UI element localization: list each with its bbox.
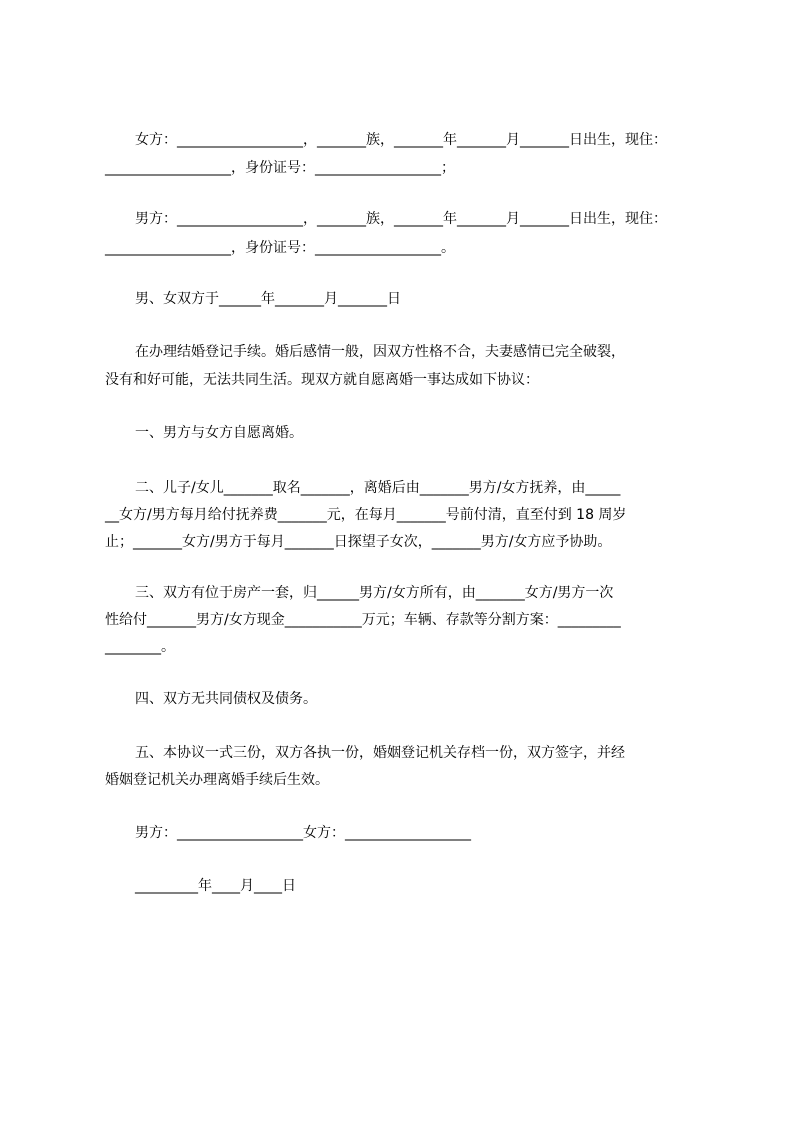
clause-3-line-2: 性给付_______男方/女方现金___________万元；车辆、存款等分割方案：_________ [105, 612, 621, 628]
clause-4: 四、双方无共同债权及债务。 [135, 691, 317, 707]
female-party-line-1: 女方：__________________，_______族，_______年_______月_______日出生，现住： [135, 132, 667, 148]
clause-3-line-3: ________。 [105, 639, 175, 655]
clause-2-line-2: __女方/男方每月给付抚养费_______元，在每月_______号前付清，直至付到 18 周岁 [105, 507, 627, 523]
male-party-line-1: 男方：__________________，_______族，_______年_______月_______日出生，现住： [135, 211, 667, 227]
male-party-line-2: __________________，身份证号：__________________。 [105, 240, 455, 256]
female-party-line-2: __________________，身份证号：__________________； [105, 160, 455, 176]
intro-line-1: 在办理结婚登记手续。婚后感情一般，因双方性格不合，夫妻感情已完全破裂， [135, 344, 625, 360]
clause-3-line-1: 三、双方有位于房产一套，归______男方/女方所有，由_______女方/男方一次 [135, 585, 614, 601]
signature-date: _________年____月____日 [135, 878, 296, 894]
marriage-date-line: 男、女双方于______年_______月_______日 [135, 291, 401, 307]
clause-1: 一、男方与女方自愿离婚。 [135, 425, 303, 441]
signature-line: 男方：__________________女方：__________________ [135, 825, 471, 841]
clause-5-line-2: 婚姻登记机关办理离婚手续后生效。 [105, 772, 329, 788]
intro-line-2: 没有和好可能，无法共同生活。现双方就自愿离婚一事达成如下协议： [105, 372, 539, 388]
clause-2-line-1: 二、儿子/女儿_______取名_______，离婚后由_______男方/女方抚养，由_____ [135, 480, 621, 496]
clause-2-line-3: 止；_______女方/男方于每月_______日探望子女次，_______男方/女方应予协助。 [105, 534, 612, 550]
clause-5-line-1: 五、本协议一式三份，双方各执一份，婚姻登记机关存档一份，双方签字，并经 [135, 745, 625, 761]
